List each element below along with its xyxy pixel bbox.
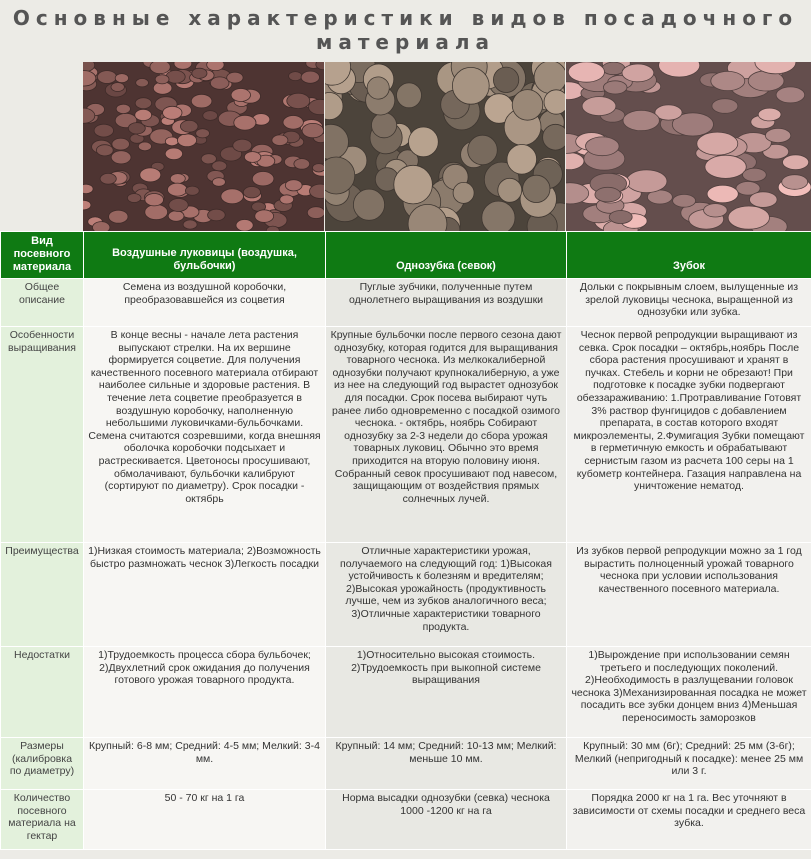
row-label: Особенности выращивания <box>1 327 84 543</box>
table-cell: Крупные бульбочки после первого сезона дают однозубку, которая годится для выращивания товарного чеснока. Из мелкокалиберной однозубки получают крупнокалиберную, а уже из нее на следующий год вырастет однозубок для посадки. Срок посева выбирают чуть ранее либо одновременно с посадкой озимого чеснока. - октябрь, ноябрь Собирают однозубку за 2-3 недели до сбора урожая товарных луковиц. Обычно это время приходится на вторую половину июня. Собранный севок просушивают под навесом, защищающим от воздействия прямых солнечных лучей. <box>326 327 567 543</box>
table-cell: Отличные характеристики урожая, получаемого на следующий год: 1)Высокая устойчивость к болезням и вредителям; 2)Высокая урожайность (продуктивность лучше, чем из зубков аналогичного веса; 3)Отличные характеристики товарного продукта. <box>326 543 567 647</box>
column-header-clove: Зубок <box>567 232 811 279</box>
table-cell: Порядка 2000 кг на 1 га. Вес уточняют в зависимости от схемы посадки и среднего веса зубка. <box>567 790 811 850</box>
page-title-line1: Основные характеристики видов посадочного <box>12 6 799 30</box>
table-cell: 1)Вырождение при использовании семян третьего и последующих поколений. 2)Необходимость в разлущевании головок чеснока 3)Механизированная посадка не может посадить все зубки донцем вниз 4)Меньшая переносимость заморозков <box>567 647 811 738</box>
corner-header: Вид посевного материала <box>1 232 84 279</box>
table-cell: Норма высадки однозубки (севка) чеснока 1000 -1200 кг на га <box>326 790 567 850</box>
row-label: Количество посевного материала на гектар <box>1 790 84 850</box>
table-cell: 1)Относительно высокая стоимость. 2)Трудоемкость при выкопной системе выращивания <box>326 647 567 738</box>
table-row <box>1 327 811 543</box>
table-cell: Чеснок первой репродукции выращивают из севка. Срок посадки – октябрь,ноябрь После сбора растения просушивают и хранят в пучках. Стебель и корни не обрезают! При подготовке к посадке зубки подвергают обеззараживанию: 1.Протравливание Готовят 3% раствор фунгицидов с добавлением препарата, в состав которого входят микроэлементы, 2.Фумигация Зубки помещают в герметичную емкость и обрабатывают сернистым газом из расчета 100 серы на 1 кубометр контейнера. Газация направлена на уничтожение нематод. <box>567 327 811 543</box>
bulbils-photo <box>83 62 324 232</box>
table-cell: Семена из воздушной коробочки, преобразовавшейся из соцветия <box>84 279 326 327</box>
table-cell: В конце весны - начале лета растения выпускают стрелки. На их вершине формируется соцветие. Для получения качественного посевного материала отбирают наиболее сильные и здоровые растения. В течение лета соцветие преобразуется в воздушную коробочку, наполненную небольшими луковичками-бульбочками. Семена считаются созревшими, когда внешняя оболочка коробочки подсыхает и растрескивается. Цветоносы просушивают, обмолачивают, бульбочки калибруют (сортируют по диаметру). Срок посадки - октябрь <box>84 327 326 543</box>
table-cell: Дольки с покрывным слоем, вылущенные из зрелой луковицы чеснока, выращенной из однозубки или зубка. <box>567 279 811 327</box>
table-cell: 1)Трудоемкость процесса сбора бульбочек; 2)Двухлетний срок ожидания до получения готового урожая товарного продукта. <box>84 647 326 738</box>
row-label: Размеры (калибровка по диаметру) <box>1 738 84 790</box>
bulbils-photo-image <box>83 62 324 232</box>
table-cell: Крупный: 6-8 мм; Средний: 4-5 мм; Мелкий: 3-4 мм. <box>84 738 326 790</box>
table-row <box>1 279 811 327</box>
table-row <box>1 543 811 647</box>
cloves-photo <box>566 62 811 232</box>
onion-set-photo-image <box>325 62 565 232</box>
table-cell: Крупный: 30 мм (6г); Средний: 25 мм (3-6г); Мелкий (непригодный к посадке): менее 25 мм или 3 г. <box>567 738 811 790</box>
row-label: Недостатки <box>1 647 84 738</box>
table-row <box>1 790 811 850</box>
cloves-photo-image <box>566 62 811 232</box>
column-header-bulbils: Воздушные луковицы (воздушка, бульбочки) <box>84 232 326 279</box>
table-cell: Крупный: 14 мм; Средний: 10-13 мм; Мелкий: меньше 10 мм. <box>326 738 567 790</box>
table-row <box>1 738 811 790</box>
page-title <box>0 6 811 54</box>
table-header-row <box>1 232 811 279</box>
column-header-onion-set: Однозубка (севок) <box>326 232 567 279</box>
table-cell: Пуглые зубчики, полученные путем однолетнего выращивания из воздушки <box>326 279 567 327</box>
table-row <box>1 647 811 738</box>
onion-set-photo <box>325 62 565 232</box>
page-title-line2: материала <box>316 30 495 54</box>
table-cell: 1)Низкая стоимость материала; 2)Возможность быстро размножать чеснок 3)Легкость посадки <box>84 543 326 647</box>
row-label: Общее описание <box>1 279 84 327</box>
row-label: Преимущества <box>1 543 84 647</box>
table-cell: 50 - 70 кг на 1 га <box>84 790 326 850</box>
table-cell: Из зубков первой репродукции можно за 1 год вырастить полноценный урожай товарного чеснока при условии использования качественного посевного материала. <box>567 543 811 647</box>
characteristics-table <box>0 231 811 850</box>
